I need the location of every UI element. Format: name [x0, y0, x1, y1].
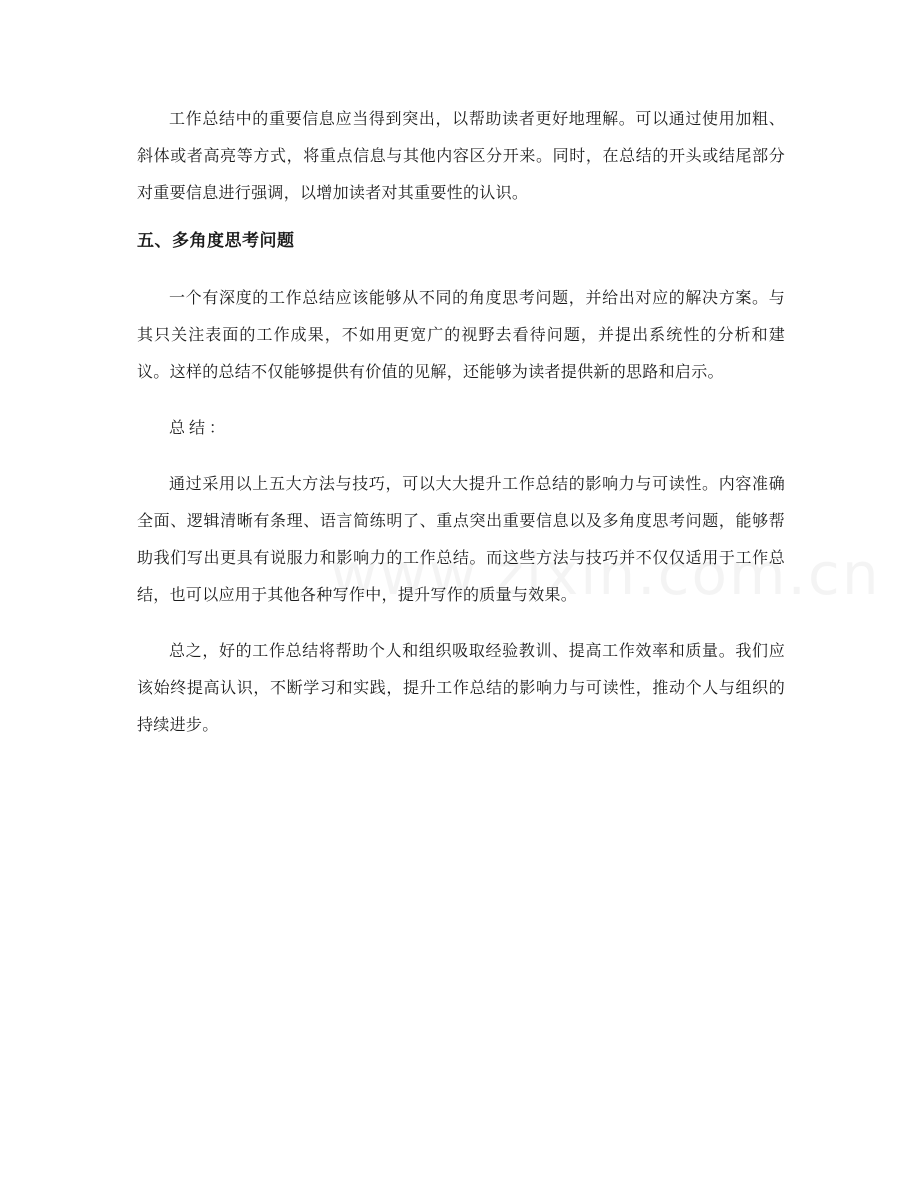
closing-paragraph: 总之，好的工作总结将帮助个人和组织吸取经验教训、提高工作效率和质量。我们应该始终提高认识，不断学习和实践，提升工作总结的影响力与可读性，推动个人与组织的持续进步。	[137, 641, 785, 734]
intro-paragraph: 工作总结中的重要信息应当得到突出，以帮助读者更好地理解。可以通过使用加粗、斜体或者高亮等方式，将重点信息与其他内容区分开来。同时，在总结的开头或结尾部分对重要信息进行强调，以增加读者对其重要性的认识。	[137, 109, 785, 202]
section-heading: 五、多角度思考问题	[137, 231, 295, 251]
document-page	[137, 100, 785, 743]
section-paragraph: 一个有深度的工作总结应该能够从不同的角度思考问题，并给出对应的解决方案。与其只关注表面的工作成果，不如用更宽广的视野去看待问题，并提出系统性的分析和建议。这样的总结不仅能够提供有价值的见解，还能够为读者提供新的思路和启示。	[137, 288, 785, 381]
summary-paragraph: 通过采用以上五大方法与技巧，可以大大提升工作总结的影响力与可读性。内容准确全面、逻辑清晰有条理、语言简练明了、重点突出重要信息以及多角度思考问题，能够帮助我们写出更具有说服力和影响力的工作总结。而这些方法与技巧并不仅仅适用于工作总结，也可以应用于其他各种写作中，提升写作的质量与效果。	[137, 474, 785, 604]
summary-label: 总结：	[169, 418, 230, 437]
